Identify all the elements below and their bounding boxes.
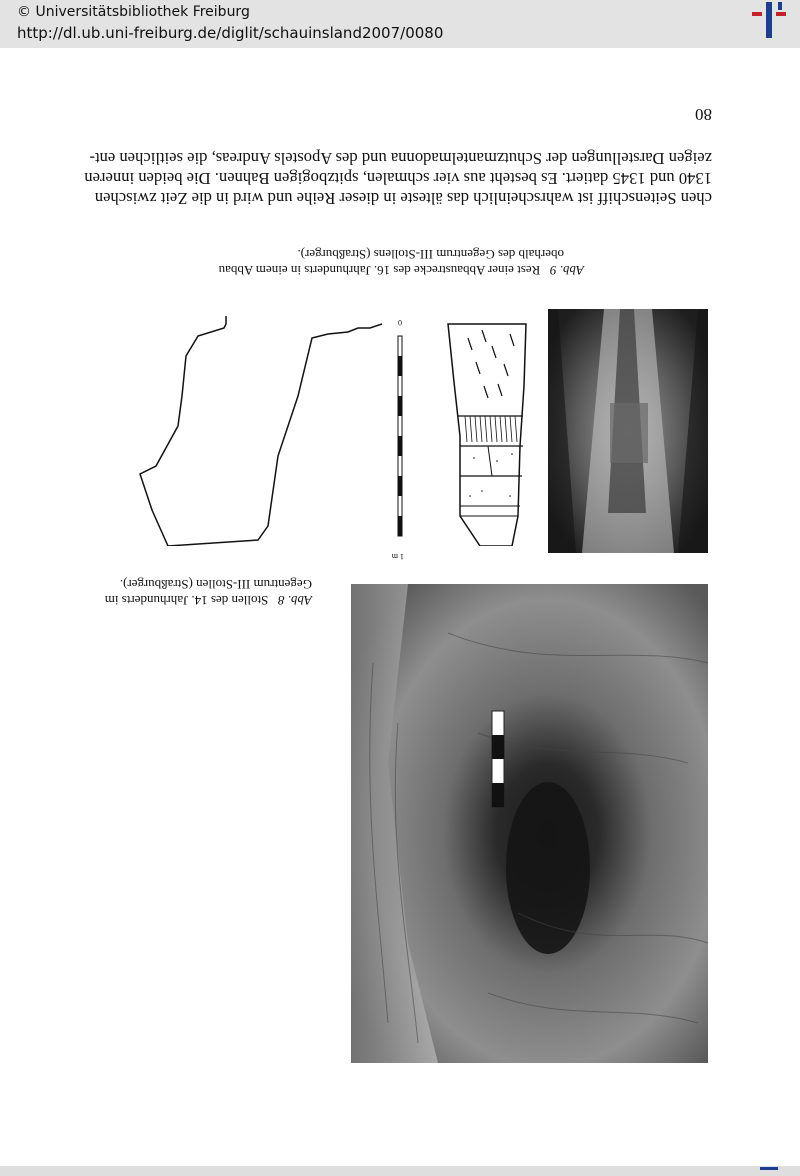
source-url-link[interactable]: http://dl.ub.uni-freiburg.de/diglit/schauinsland2007/0080 [17, 24, 444, 42]
top-bar [0, 0, 800, 48]
figure8-caption [82, 576, 312, 608]
figure9-outline-drawing [138, 316, 388, 546]
body-line-2: 1340 und 1345 datiert. Es besteht aus vier schmalen, spitzbogigen Bahnen. Die beiden inneren [84, 169, 712, 188]
body-line-3: zeigen Darstellungen der Schutzmantelmadonna und des Apostels Andreas, die seitlichen ent- [89, 149, 712, 168]
figure9-scale-zero: 0 [398, 318, 402, 327]
copyright-text: © Universitätsbibliothek Freiburg [17, 4, 250, 20]
library-logo-icon [750, 2, 790, 38]
body-line-1: chen Seitenschiff ist wahrscheinlich das älteste in dieser Reihe und wird in die Zeit zwischen [94, 189, 712, 208]
figure8-photo [351, 584, 708, 1063]
figure9-photo [548, 309, 708, 553]
bottom-logo-mark-icon [760, 1167, 778, 1170]
figure9-caption [184, 246, 584, 278]
figure9-scale-label: 1 m [391, 552, 404, 561]
figure9-caption-line2: oberhalb des Gegentrum III-Stollens (Straßburger). [297, 247, 564, 262]
figure9-section-drawing [442, 316, 532, 546]
page-number: 80 [695, 105, 712, 124]
bottom-bar [0, 1166, 800, 1176]
figure8-caption-line2: Gegentrum III-Stollen (Straßburger). [119, 577, 312, 592]
figure8-caption-line1: Stollen des 14. Jahrhunderts im [104, 593, 269, 608]
body-text [84, 148, 712, 208]
figure9-caption-line1: Rest einer Abbaustrecke des 16. Jahrhunderts in einem Abbau [218, 263, 541, 278]
figure9-label: Abb. 9 [550, 263, 584, 278]
figure8-label: Abb. 8 [278, 593, 312, 608]
